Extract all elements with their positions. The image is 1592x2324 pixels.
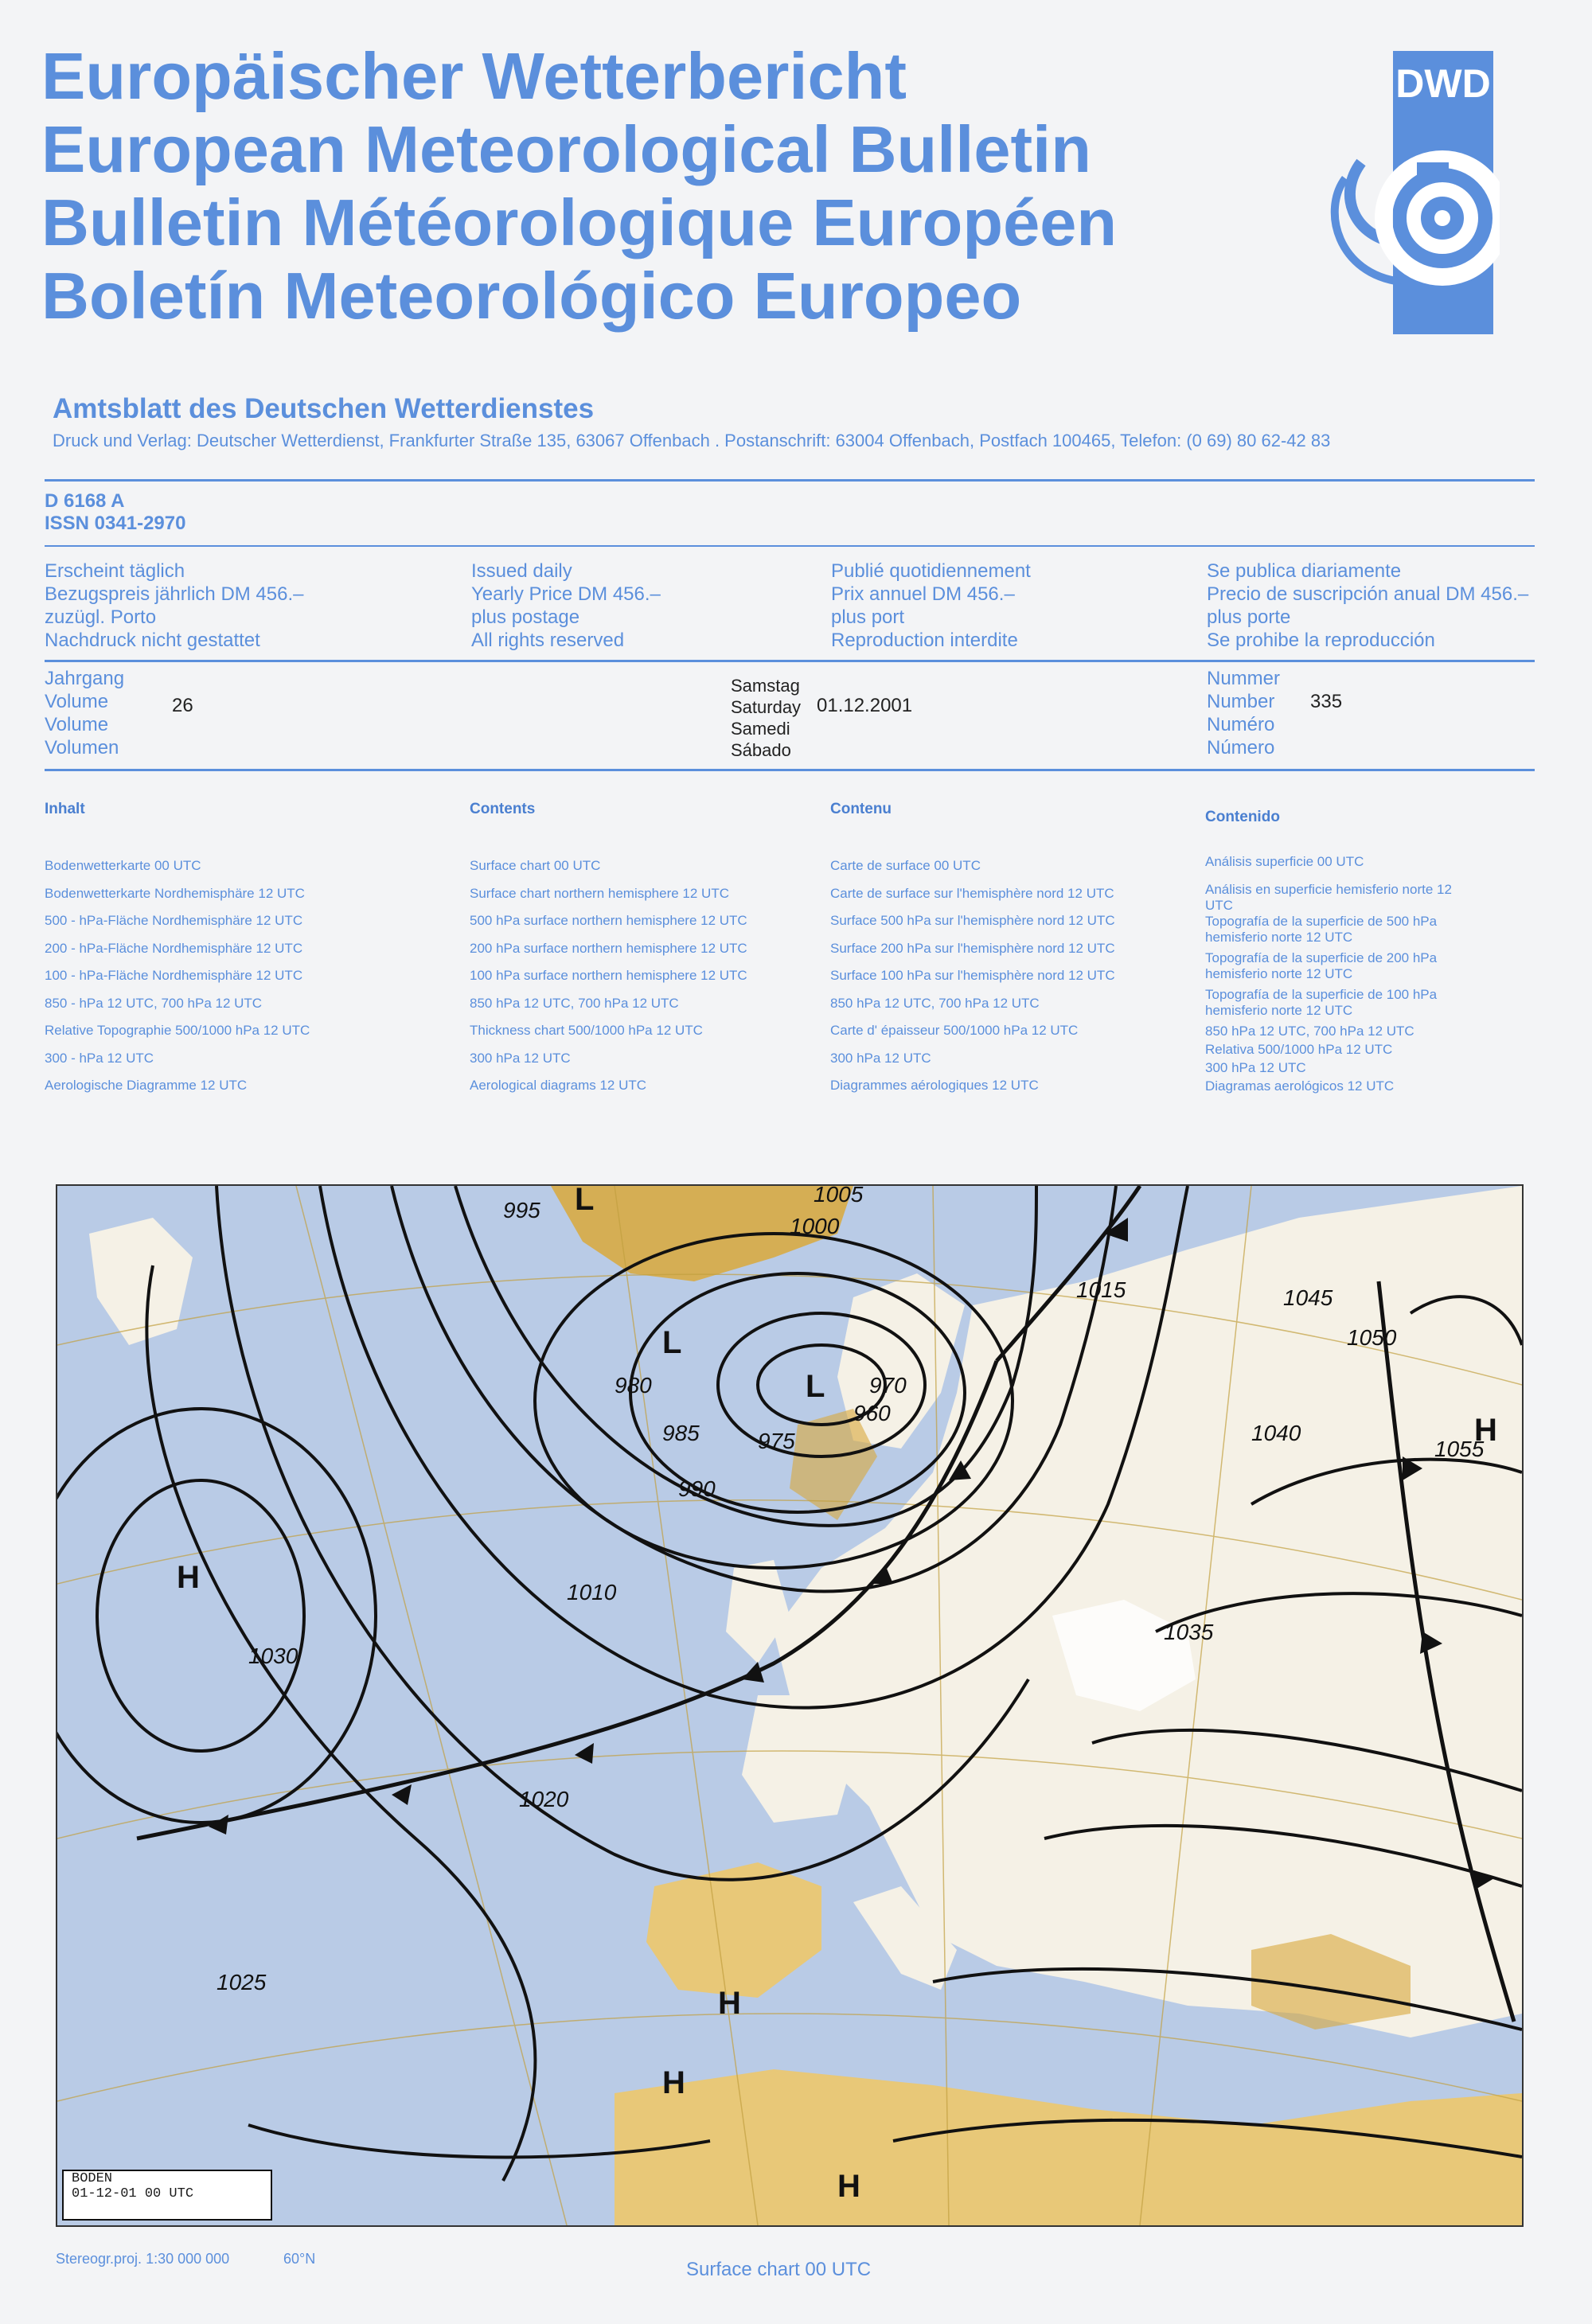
contents-item: Carte de surface 00 UTC [830, 858, 981, 873]
contents-item: Surface chart 00 UTC [470, 858, 601, 873]
weekday-label: Saturday [731, 697, 802, 717]
volume-labels [45, 667, 124, 759]
isobar-label-1005: 1005 [814, 1186, 864, 1207]
divider [45, 545, 1535, 547]
isobar-label-980: 980 [615, 1373, 652, 1398]
contents-item: Thickness chart 500/1000 hPa 12 UTC [470, 1023, 703, 1038]
projection-note: Stereogr.proj. 1:30 000 000 [56, 2251, 230, 2267]
volume-value: 26 [172, 695, 193, 716]
volume-label: Jahrgang [45, 668, 125, 689]
contents-heading: Contenu [830, 801, 892, 817]
contents-item: Aerologische Diagramme 12 UTC [45, 1078, 248, 1093]
issue-info-line: Se publica diariamente [1207, 560, 1402, 582]
isobar-label-995: 995 [503, 1198, 540, 1222]
issue-info-line: Nachdruck nicht gestattet [45, 630, 260, 651]
publisher-title: Amtsblatt des Deutschen Wetterdienstes [53, 393, 595, 424]
publication-code: D 6168 A [45, 490, 125, 512]
isobar-label-1035: 1035 [1164, 1620, 1214, 1644]
high-center: H [177, 1560, 200, 1595]
issue-info-line: Issued daily [471, 560, 572, 582]
issue-info-line: Prix annuel DM 456.– [831, 583, 1015, 605]
contents-item: Carte de surface sur l'hemisphère nord 12 UTC [830, 885, 1114, 901]
high-center: H [1474, 1413, 1497, 1448]
contents-item: 850 - hPa 12 UTC, 700 hPa 12 UTC [45, 995, 263, 1011]
contents-item: Análisis superficie 00 UTC [1205, 854, 1364, 869]
isobar-label-1000: 1000 [790, 1214, 840, 1238]
surface-weather-map [56, 1184, 1524, 2227]
isobar-label-1045: 1045 [1283, 1285, 1333, 1310]
issue-info-line: Publié quotidiennement [831, 560, 1031, 582]
contents-german [45, 801, 310, 1105]
low-center: L [662, 1325, 682, 1360]
title-spanish: Boletín Meteorológico Europeo [41, 259, 1022, 333]
number-label: Nummer [1207, 668, 1281, 689]
contents-heading: Inhalt [45, 801, 85, 817]
contents-item: 500 hPa surface northern hemisphere 12 UTC [470, 913, 747, 928]
issue-info-line: Erscheint täglich [45, 560, 185, 582]
map-stamp [62, 2170, 272, 2221]
isobar-label-990: 990 [678, 1476, 716, 1501]
contents-item: Surface 100 hPa sur l'hemisphère nord 12 UTC [830, 968, 1115, 983]
isobar-label-985: 985 [662, 1421, 700, 1445]
contents-item: 300 - hPa 12 UTC [45, 1050, 154, 1066]
number-label: Number [1207, 691, 1275, 712]
contents-item: Diagramas aerológicos 12 UTC [1205, 1078, 1395, 1094]
number-labels [1207, 667, 1280, 759]
issue-date: 01.12.2001 [817, 695, 913, 716]
issue-number: 335 [1310, 691, 1343, 712]
contents-item: 850 hPa 12 UTC, 700 hPa 12 UTC [1205, 1023, 1414, 1039]
isobar-label-1055: 1055 [1434, 1437, 1485, 1461]
contents-item: Topografía de la superficie de 200 hPa hemisferio norte 12 UTC [1205, 949, 1438, 981]
issue-info-german [45, 560, 304, 652]
contents-item: Análisis en superficie hemisferio norte 12 UTC [1205, 881, 1452, 913]
contents-item: Topografía de la superficie de 500 hPa hemisferio norte 12 UTC [1205, 913, 1438, 945]
weekday-label: Samstag [731, 676, 800, 696]
volume-label: Volumen [45, 737, 119, 758]
issue-info-french [831, 560, 1031, 652]
number-label: Numéro [1207, 714, 1275, 735]
contents-item: Relative Topographie 500/1000 hPa 12 UTC [45, 1023, 310, 1038]
contents-item: Surface chart northern hemisphere 12 UTC [470, 885, 729, 901]
contents-heading: Contents [470, 801, 536, 817]
isobar-label-1030: 1030 [248, 1644, 298, 1668]
issue-info-line: All rights reserved [471, 630, 625, 651]
contents-item: Bodenwetterkarte 00 UTC [45, 858, 201, 873]
divider [45, 660, 1535, 662]
weekday-label: Sábado [731, 740, 791, 760]
issue-info-line: plus port [831, 606, 905, 628]
divider [45, 769, 1535, 771]
issue-info-line: Reproduction interdite [831, 630, 1018, 651]
issue-info-line: plus porte [1207, 606, 1291, 628]
land-masses [89, 1186, 1522, 2225]
contents-french [830, 801, 1115, 1105]
issue-info-line: Precio de suscripción anual DM 456.– [1207, 583, 1529, 605]
isobar-label-975: 975 [758, 1429, 795, 1453]
map-stamp-date: 01-12-01 00 UTC [72, 2186, 194, 2201]
title-english: European Meteorological Bulletin [41, 112, 1091, 186]
low-center: L [806, 1369, 825, 1404]
contents-heading: Contenido [1205, 809, 1280, 825]
isobar-label-970: 970 [869, 1373, 907, 1398]
contents-item: 850 hPa 12 UTC, 700 hPa 12 UTC [470, 995, 679, 1011]
issue-info-english [471, 560, 661, 652]
issue-info-line: zuzügl. Porto [45, 606, 157, 628]
contents-item: Diagrammes aérologiques 12 UTC [830, 1078, 1039, 1093]
isobar-label-1040: 1040 [1251, 1421, 1301, 1445]
weekday-label: Samedi [731, 719, 790, 739]
contents-item: 200 hPa surface northern hemisphere 12 UTC [470, 940, 747, 956]
contents-item: 850 hPa 12 UTC, 700 hPa 12 UTC [830, 995, 1040, 1011]
isobar-label-1020: 1020 [519, 1787, 569, 1811]
contents-item: 300 hPa 12 UTC [470, 1050, 571, 1066]
isobar-label-1025: 1025 [217, 1970, 267, 1995]
high-center: H [662, 2065, 685, 2100]
number-label: Número [1207, 737, 1275, 758]
latitude-note: 60°N [283, 2251, 316, 2267]
publisher-address: Druck und Verlag: Deutscher Wetterdienst, Frankfurter Straße 135, 63067 Offenbach . Postanschrift: 63004 Offenbach, Postfach 100465, Telefon: (0 69) 80 62-42 83 [53, 431, 1331, 450]
contents-item: Bodenwetterkarte Nordhemisphäre 12 UTC [45, 885, 305, 901]
isobar-label-1050: 1050 [1347, 1325, 1397, 1350]
title-german: Europäischer Wetterbericht [41, 39, 907, 113]
map-stamp-type: BODEN [72, 2171, 113, 2186]
isobar-label-1010: 1010 [567, 1580, 617, 1605]
contents-item: 300 hPa 12 UTC [830, 1050, 931, 1066]
volume-label: Volume [45, 714, 109, 735]
contents-item: Aerological diagrams 12 UTC [470, 1078, 647, 1093]
contents-english [470, 801, 747, 1105]
divider [45, 479, 1535, 482]
issue-info-spanish [1207, 560, 1528, 652]
volume-label: Volume [45, 691, 109, 712]
issue-info-line: Se prohibe la reproducción [1207, 630, 1435, 651]
contents-item: Surface 200 hPa sur l'hemisphère nord 12 UTC [830, 940, 1115, 956]
issue-info-line: plus postage [471, 606, 580, 628]
contents-item: Surface 500 hPa sur l'hemisphère nord 12 UTC [830, 913, 1115, 928]
contents-item: 100 hPa surface northern hemisphere 12 UTC [470, 968, 747, 983]
contents-item: Carte d' épaisseur 500/1000 hPa 12 UTC [830, 1023, 1079, 1038]
low-center: L [575, 1186, 595, 1217]
dwd-logo [1305, 51, 1500, 334]
high-center: H [718, 1986, 741, 2021]
contents-item: Relativa 500/1000 hPa 12 UTC [1205, 1041, 1393, 1057]
high-center: H [837, 2169, 860, 2204]
map-caption: Surface chart 00 UTC [686, 2259, 872, 2280]
weekday-labels [731, 675, 801, 761]
isobar-label-960: 960 [853, 1401, 891, 1425]
title-french: Bulletin Météorologique Européen [41, 185, 1118, 259]
issue-info-line: Yearly Price DM 456.– [471, 583, 661, 605]
contents-item: 100 - hPa-Fläche Nordhemisphäre 12 UTC [45, 968, 303, 983]
contents-item: 300 hPa 12 UTC [1205, 1059, 1306, 1075]
isobar-label-1015: 1015 [1076, 1277, 1126, 1302]
contents-item: Topografía de la superficie de 100 hPa hemisferio norte 12 UTC [1205, 986, 1438, 1018]
issn: ISSN 0341-2970 [45, 513, 186, 534]
contents-item: 500 - hPa-Fläche Nordhemisphäre 12 UTC [45, 913, 303, 928]
dwd-logo-text: DWD [1395, 61, 1491, 106]
contents-item: 200 - hPa-Fläche Nordhemisphäre 12 UTC [45, 940, 303, 956]
contents-spanish [1205, 809, 1468, 1097]
issue-info-line: Bezugspreis jährlich DM 456.– [45, 583, 304, 605]
